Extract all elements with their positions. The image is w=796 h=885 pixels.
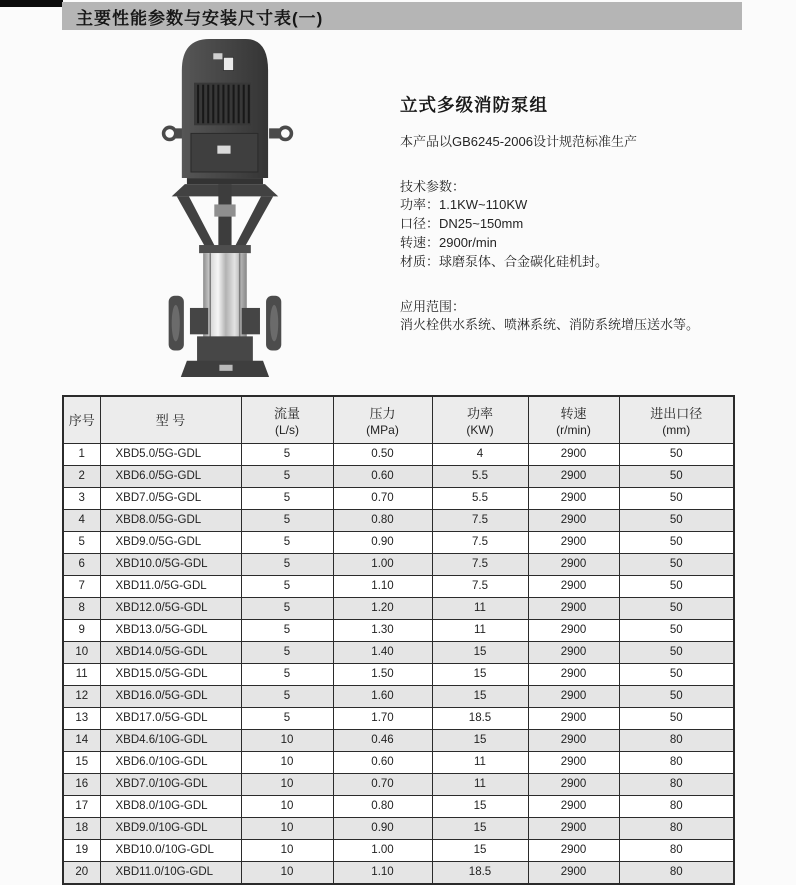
value-cell: 2900 [528, 861, 619, 884]
table-row [63, 839, 734, 861]
table-row [63, 685, 734, 707]
value-cell: 11 [63, 663, 100, 685]
table-row [63, 707, 734, 729]
table-row [63, 751, 734, 773]
value-cell: 0.70 [333, 773, 432, 795]
product-info-block [400, 92, 772, 334]
table-row [63, 487, 734, 509]
value-cell: 2900 [528, 509, 619, 531]
model-cell: XBD17.0/5G-GDL [100, 707, 241, 729]
value-cell: 5 [241, 531, 333, 553]
value-cell: 2900 [528, 839, 619, 861]
value-cell: 5 [241, 663, 333, 685]
value-cell: 0.90 [333, 531, 432, 553]
value-cell: 1 [63, 443, 100, 465]
value-cell: 80 [619, 839, 734, 861]
value-cell: 80 [619, 729, 734, 751]
model-cell: XBD6.0/10G-GDL [100, 751, 241, 773]
value-cell: 1.70 [333, 707, 432, 729]
tech-params-label: 技术参数： [400, 179, 466, 194]
value-cell: 2900 [528, 443, 619, 465]
value-cell: 1.40 [333, 641, 432, 663]
model-cell: XBD15.0/5G-GDL [100, 663, 241, 685]
value-cell: 10 [241, 751, 333, 773]
value-cell: 50 [619, 597, 734, 619]
value-cell: 5 [241, 685, 333, 707]
value-cell: 1.10 [333, 575, 432, 597]
eye-bolt-left [164, 127, 176, 139]
value-cell: 5 [241, 443, 333, 465]
table-row [63, 465, 734, 487]
value-cell: 5.5 [432, 465, 528, 487]
model-cell: XBD13.0/5G-GDL [100, 619, 241, 641]
table-row [63, 729, 734, 751]
value-cell: 5 [241, 575, 333, 597]
value-cell: 1.20 [333, 597, 432, 619]
tech-spec-diameter: 口径：DN25~150mm [400, 216, 524, 231]
value-cell: 5 [63, 531, 100, 553]
value-cell: 0.60 [333, 751, 432, 773]
value-cell: 0.70 [333, 487, 432, 509]
value-cell: 10 [63, 641, 100, 663]
model-cell: XBD10.0/10G-GDL [100, 839, 241, 861]
value-cell: 14 [63, 729, 100, 751]
model-cell: XBD16.0/5G-GDL [100, 685, 241, 707]
table-row [63, 641, 734, 663]
value-cell: 2900 [528, 487, 619, 509]
value-cell: 50 [619, 619, 734, 641]
col-header-index: 序号 [63, 396, 100, 443]
value-cell: 0.60 [333, 465, 432, 487]
value-cell: 2900 [528, 663, 619, 685]
table-header-row [63, 396, 734, 443]
table-row [63, 619, 734, 641]
value-cell: 5 [241, 487, 333, 509]
value-cell: 5.5 [432, 487, 528, 509]
value-cell: 20 [63, 861, 100, 884]
value-cell: 10 [241, 795, 333, 817]
value-cell: 15 [432, 685, 528, 707]
value-cell: 80 [619, 751, 734, 773]
value-cell: 1.30 [333, 619, 432, 641]
product-name: 立式多级消防泵组 [400, 95, 548, 115]
value-cell: 5 [241, 553, 333, 575]
col-header-pressure: 压力 (MPa) [333, 396, 432, 443]
value-cell: 7 [63, 575, 100, 597]
model-cell: XBD5.0/5G-GDL [100, 443, 241, 465]
value-cell: 5 [241, 465, 333, 487]
value-cell: 80 [619, 861, 734, 884]
value-cell: 12 [63, 685, 100, 707]
value-cell: 15 [432, 641, 528, 663]
model-cell: XBD4.6/10G-GDL [100, 729, 241, 751]
value-cell: 17 [63, 795, 100, 817]
value-cell: 2900 [528, 795, 619, 817]
value-cell: 11 [432, 773, 528, 795]
value-cell: 5 [241, 619, 333, 641]
value-cell: 4 [432, 443, 528, 465]
col-header-power: 功率 (KW) [432, 396, 528, 443]
value-cell: 11 [432, 619, 528, 641]
table-row [63, 861, 734, 884]
value-cell: 80 [619, 773, 734, 795]
model-cell: XBD6.0/5G-GDL [100, 465, 241, 487]
value-cell: 7.5 [432, 531, 528, 553]
value-cell: 15 [63, 751, 100, 773]
page-title-bar [62, 2, 742, 30]
value-cell: 1.50 [333, 663, 432, 685]
value-cell: 8 [63, 597, 100, 619]
tech-spec-material: 材质：球磨泵体、合金碳化硅机封。 [400, 254, 609, 269]
value-cell: 5 [241, 707, 333, 729]
value-cell: 0.46 [333, 729, 432, 751]
value-cell: 1.60 [333, 685, 432, 707]
model-cell: XBD9.0/5G-GDL [100, 531, 241, 553]
value-cell: 7.5 [432, 553, 528, 575]
model-cell: XBD8.0/10G-GDL [100, 795, 241, 817]
table-row [63, 817, 734, 839]
table-row [63, 597, 734, 619]
value-cell: 15 [432, 795, 528, 817]
col-header-flow: 流量 (L/s) [241, 396, 333, 443]
table-row [63, 575, 734, 597]
value-cell: 80 [619, 795, 734, 817]
eye-bolt-right [279, 127, 291, 139]
model-cell: XBD7.0/5G-GDL [100, 487, 241, 509]
value-cell: 2 [63, 465, 100, 487]
model-cell: XBD8.0/5G-GDL [100, 509, 241, 531]
value-cell: 11 [432, 597, 528, 619]
col-header-port-diameter: 进出口径 (mm) [619, 396, 734, 443]
page-title: 主要性能参数与安装尺寸表(一) [76, 8, 324, 28]
tech-spec-power: 功率：1.1KW~110KW [400, 197, 528, 212]
value-cell: 10 [241, 729, 333, 751]
value-cell: 5 [241, 597, 333, 619]
value-cell: 50 [619, 531, 734, 553]
value-cell: 0.80 [333, 795, 432, 817]
value-cell: 50 [619, 553, 734, 575]
model-cell: XBD7.0/10G-GDL [100, 773, 241, 795]
value-cell: 1.10 [333, 861, 432, 884]
table-row [63, 553, 734, 575]
value-cell: 10 [241, 817, 333, 839]
value-cell: 9 [63, 619, 100, 641]
table-row [63, 663, 734, 685]
top-black-strip [0, 0, 63, 7]
table-row [63, 443, 734, 465]
value-cell: 15 [432, 839, 528, 861]
pump-product-photo [155, 36, 300, 381]
value-cell: 2900 [528, 553, 619, 575]
value-cell: 0.80 [333, 509, 432, 531]
value-cell: 1.00 [333, 553, 432, 575]
value-cell: 2900 [528, 575, 619, 597]
value-cell: 15 [432, 663, 528, 685]
value-cell: 50 [619, 707, 734, 729]
value-cell: 16 [63, 773, 100, 795]
table-row [63, 773, 734, 795]
value-cell: 2900 [528, 817, 619, 839]
value-cell: 3 [63, 487, 100, 509]
col-header-model: 型 号 [100, 396, 241, 443]
value-cell: 11 [432, 751, 528, 773]
value-cell: 2900 [528, 685, 619, 707]
value-cell: 50 [619, 465, 734, 487]
value-cell: 50 [619, 663, 734, 685]
design-standard-line: 本产品以GB6245-2006设计规范标准生产 [400, 134, 637, 149]
value-cell: 10 [241, 861, 333, 884]
value-cell: 18 [63, 817, 100, 839]
table-row [63, 531, 734, 553]
value-cell: 18.5 [432, 707, 528, 729]
model-cell: XBD10.0/5G-GDL [100, 553, 241, 575]
model-cell: XBD11.0/5G-GDL [100, 575, 241, 597]
value-cell: 2900 [528, 773, 619, 795]
value-cell: 50 [619, 641, 734, 663]
table-row [63, 795, 734, 817]
value-cell: 5 [241, 641, 333, 663]
spec-table [62, 395, 735, 885]
value-cell: 2900 [528, 707, 619, 729]
value-cell: 18.5 [432, 861, 528, 884]
model-cell: XBD14.0/5G-GDL [100, 641, 241, 663]
value-cell: 6 [63, 553, 100, 575]
value-cell: 13 [63, 707, 100, 729]
model-cell: XBD9.0/10G-GDL [100, 817, 241, 839]
value-cell: 0.90 [333, 817, 432, 839]
value-cell: 2900 [528, 597, 619, 619]
value-cell: 15 [432, 729, 528, 751]
value-cell: 7.5 [432, 509, 528, 531]
value-cell: 19 [63, 839, 100, 861]
value-cell: 1.00 [333, 839, 432, 861]
value-cell: 50 [619, 443, 734, 465]
value-cell: 4 [63, 509, 100, 531]
value-cell: 50 [619, 487, 734, 509]
application-label: 应用范围： [400, 299, 466, 314]
value-cell: 80 [619, 817, 734, 839]
model-cell: XBD12.0/5G-GDL [100, 597, 241, 619]
value-cell: 10 [241, 839, 333, 861]
value-cell: 15 [432, 817, 528, 839]
value-cell: 10 [241, 773, 333, 795]
col-header-speed: 转速 (r/min) [528, 396, 619, 443]
tech-spec-speed: 转速：2900r/min [400, 235, 497, 250]
value-cell: 50 [619, 509, 734, 531]
table-row [63, 509, 734, 531]
value-cell: 50 [619, 685, 734, 707]
value-cell: 2900 [528, 729, 619, 751]
model-cell: XBD11.0/10G-GDL [100, 861, 241, 884]
value-cell: 2900 [528, 641, 619, 663]
value-cell: 2900 [528, 465, 619, 487]
value-cell: 5 [241, 509, 333, 531]
value-cell: 50 [619, 575, 734, 597]
spec-table-body [63, 443, 734, 884]
spec-table-wrap [62, 395, 735, 885]
value-cell: 2900 [528, 619, 619, 641]
value-cell: 0.50 [333, 443, 432, 465]
application-text: 消火栓供水系统、喷淋系统、消防系统增压送水等。 [400, 317, 700, 332]
value-cell: 7.5 [432, 575, 528, 597]
value-cell: 2900 [528, 751, 619, 773]
value-cell: 2900 [528, 531, 619, 553]
